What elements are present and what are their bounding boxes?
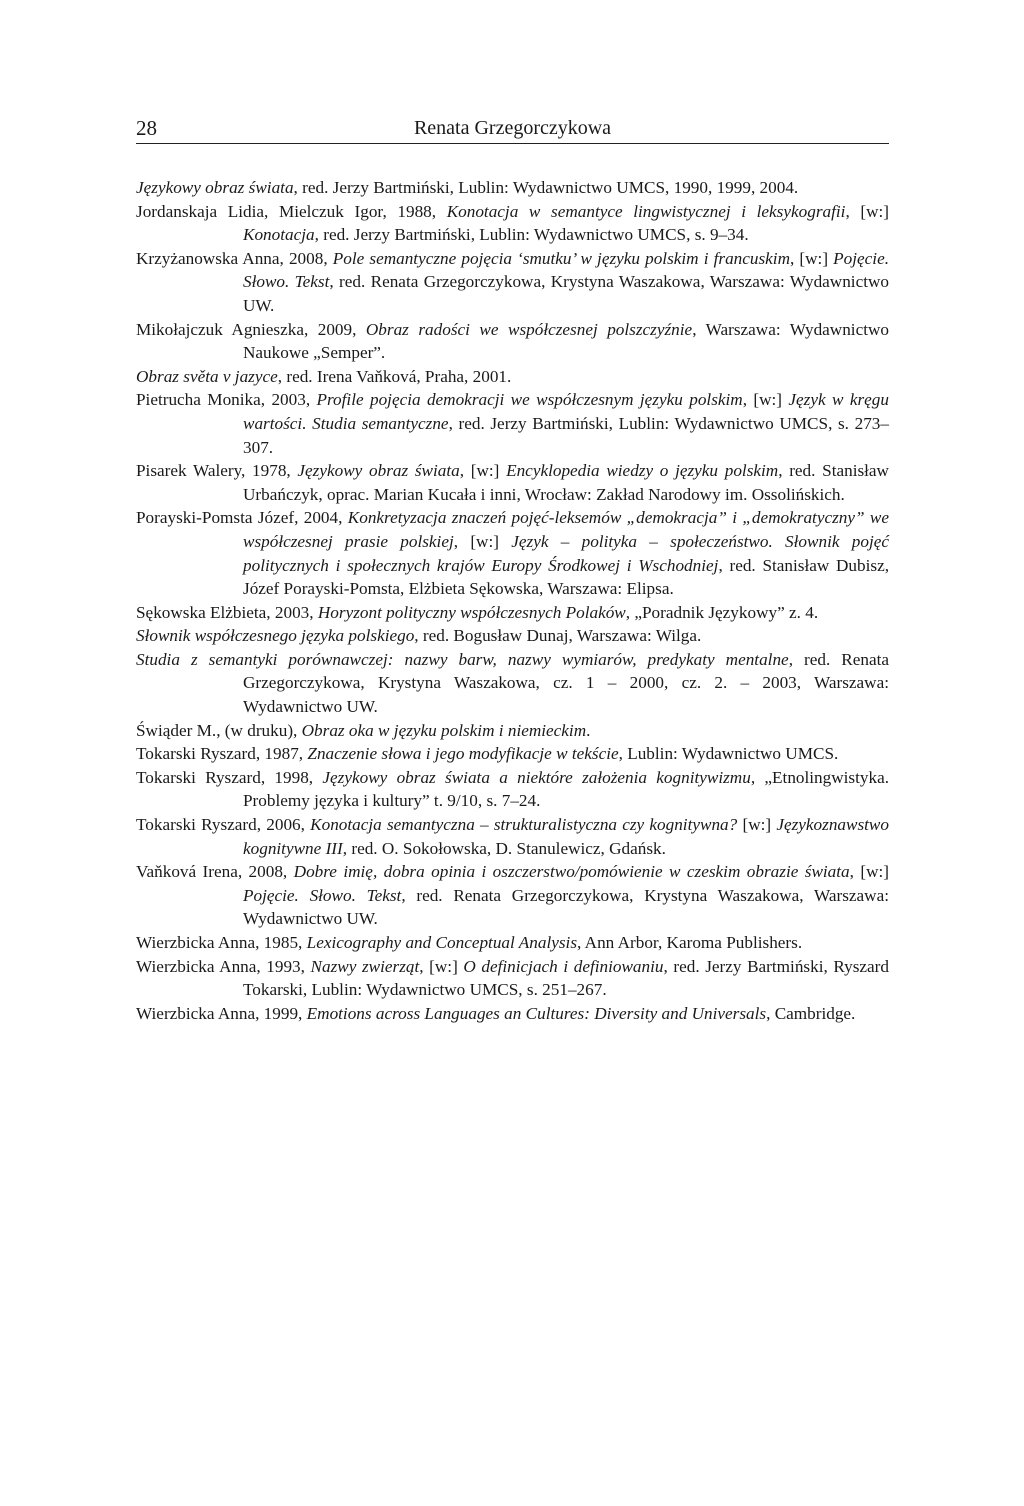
entry-title-italic: Język w kręgu wartości. Studia semantyczne xyxy=(243,390,889,433)
entry-text: Mikołajczuk Agnieszka, 2009, xyxy=(136,319,366,339)
bibliography-entry xyxy=(136,601,889,625)
entry-text: , „Poradnik Językowy” z. 4. xyxy=(625,602,819,622)
entry-text: , [w:] xyxy=(742,390,789,410)
entry-title-italic: Pojęcie. Słowo. Tekst xyxy=(243,248,889,292)
running-head: Renata Grzegorczykowa xyxy=(413,117,612,139)
entry-text: Sękowska Elżbieta, 2003, xyxy=(136,602,318,622)
entry-title-italic: Studia z semantyki porównawczej: nazwy barw, nazwy wymiarów, predykaty mentalne xyxy=(136,649,789,669)
entry-text: , red. Jerzy Bartmiński, Lublin: Wydawnictwo UMCS, s. 9–34. xyxy=(314,225,749,245)
entry-text: Wierzbicka Anna, 1993, xyxy=(136,956,311,976)
entry-text: Świąder M., (w druku), xyxy=(136,720,302,740)
entry-title-italic: Językoznawstwo kognitywne III xyxy=(243,815,889,858)
entry-text: Porayski-Pomsta Józef, 2004, xyxy=(136,508,348,528)
entry-title-italic: Obraz radości we współczesnej polszczyźnie xyxy=(365,319,693,339)
bibliography-entry xyxy=(136,365,889,389)
entry-text: , red. Stanisław Urbańczyk, oprac. Marian Kucała i inni, Wrocław: Zakład Narodowy im. Ossolińskich. xyxy=(243,461,889,504)
entry-text: , red. Renata Grzegorczykowa, Krystyna Waszakowa, Warszawa: Wydawnictwo UW. xyxy=(243,272,889,315)
entry-text: , [w:] xyxy=(419,956,464,976)
bibliography-entry xyxy=(136,648,889,719)
entry-title-italic: Emotions across Languages an Cultures: Diversity and Universals xyxy=(306,1003,767,1023)
entry-text: [w:] xyxy=(737,815,777,835)
entry-title-italic: Lexicography and Conceptual Analysis xyxy=(306,933,578,952)
entry-title-italic: Językowy obraz świata xyxy=(136,178,294,197)
entry-title-italic: Obraz světa v jazyce xyxy=(136,366,278,386)
entry-text: , red. Renata Grzegorczykowa, Krystyna Waszakowa, Warszawa: Wydawnictwo UW. xyxy=(243,885,889,929)
entry-text: , Warszawa: Wydawnictwo Naukowe „Semper”. xyxy=(243,319,889,363)
bibliography-entry xyxy=(136,955,889,1002)
entry-text: Wierzbicka Anna, 1985, xyxy=(136,933,307,952)
entry-text: Pietrucha Monika, 2003, xyxy=(136,390,317,410)
entry-text: Pisarek Walery, 1978, xyxy=(136,461,298,481)
entry-text: , red. Jerzy Bartmiński, Ryszard Tokarski, Lublin: Wydawnictwo UMCS, s. 251–267. xyxy=(243,956,889,1000)
entry-title-italic: Obraz oka w języku polskim i niemieckim xyxy=(301,720,587,740)
bibliography-entry xyxy=(136,176,889,200)
entry-title-italic: Konotacja w semantyce lingwistycznej i leksykografii xyxy=(446,201,846,221)
entry-text: Wierzbicka Anna, 1999, xyxy=(136,1003,307,1023)
bibliography-entry xyxy=(136,318,889,365)
entry-text: , red. Bogusław Dunaj, Warszawa: Wilga. xyxy=(414,626,702,646)
entry-text: , [w:] xyxy=(453,531,512,551)
bibliography-entry xyxy=(136,247,889,318)
bibliography-entry xyxy=(136,931,889,955)
bibliography-entry xyxy=(136,719,889,743)
entry-text: , [w:] xyxy=(849,862,890,882)
entry-title-italic: Horyzont polityczny współczesnych Polaków xyxy=(317,602,626,622)
entry-title-italic: Pojęcie. Słowo. Tekst xyxy=(243,885,402,905)
entry-title-italic: Konotacja semantyczna – strukturalistyczna czy kognitywna? xyxy=(310,815,738,835)
entry-text: , red. O. Sokołowska, D. Stanulewicz, Gdańsk. xyxy=(342,838,666,858)
entry-title-italic: Słownik współczesnego języka polskiego xyxy=(136,626,415,646)
bibliography-entry xyxy=(136,388,889,459)
entry-text: Tokarski Ryszard, 1987, xyxy=(136,744,308,764)
entry-text: Vaňková Irena, 2008, xyxy=(136,862,294,882)
entry-text: Jordanskaja Lidia, Mielczuk Igor, 1988, xyxy=(136,201,447,221)
bibliography-entry xyxy=(136,860,889,931)
entry-text: , Lublin: Wydawnictwo UMCS. xyxy=(618,744,839,764)
entry-title-italic: Encyklopedia wiedzy o języku polskim xyxy=(506,461,779,481)
bibliography-list xyxy=(136,176,889,1025)
bibliography-entry xyxy=(136,742,889,766)
bibliography-entry xyxy=(136,813,889,860)
entry-title-italic: O definicjach i definiowaniu xyxy=(463,956,664,976)
entry-text: . xyxy=(586,720,591,740)
page-header xyxy=(136,115,889,144)
entry-text: , [w:] xyxy=(459,461,507,481)
entry-text: Krzyżanowska Anna, 2008, xyxy=(136,248,333,268)
bibliography-entry xyxy=(136,1002,889,1026)
entry-text: , „Etnolingwistyka. Problemy języka i kultury” t. 9/10, s. 7–24. xyxy=(243,767,890,811)
entry-title-italic: Dobre imię, dobra opinia i oszczerstwo/pomówienie w czeskim obrazie świata xyxy=(293,862,850,882)
entry-text: , [w:] xyxy=(845,201,889,221)
entry-text: , red. Jerzy Bartmiński, Lublin: Wydawnictwo UMCS, s. 273–307. xyxy=(243,413,889,457)
entry-title-italic: Pole semantyczne pojęcia ‘smutku’ w języku polskim i francuskim xyxy=(332,248,790,268)
entry-title-italic: Językowy obraz świata xyxy=(297,461,460,481)
entry-text: , Ann Arbor, Karoma Publishers. xyxy=(577,933,803,952)
entry-text: , red. Irena Vaňková, Praha, 2001. xyxy=(277,366,512,386)
bibliography-entry xyxy=(136,624,889,648)
bibliography-entry xyxy=(136,200,889,247)
bibliography-entry xyxy=(136,506,889,600)
entry-title-italic: Konkretyzacja znaczeń pojęć-leksemów „demokracja” i „demokratyczny” we współczesnej prasie polskiej xyxy=(243,508,889,551)
entry-title-italic: Nazwy zwierząt xyxy=(310,956,420,976)
entry-text: , red. Jerzy Bartmiński, Lublin: Wydawnictwo UMCS, 1990, 1999, 2004. xyxy=(293,178,799,197)
entry-text: , red. Stanisław Dubisz, Józef Porayski-Pomsta, Elżbieta Sękowska, Warszawa: Elipsa. xyxy=(243,555,889,599)
bibliography-entry xyxy=(136,459,889,506)
entry-title-italic: Konotacja xyxy=(243,225,315,245)
entry-text: , [w:] xyxy=(789,248,834,268)
page-number: 28 xyxy=(136,116,157,140)
entry-text: Tokarski Ryszard, 2006, xyxy=(136,815,311,835)
entry-title-italic: Językowy obraz świata a niektóre założenia kognitywizmu xyxy=(322,767,751,787)
entry-title-italic: Znaczenie słowa i jego modyfikacje w tekście xyxy=(307,744,619,764)
entry-text: , Cambridge. xyxy=(766,1003,856,1023)
entry-title-italic: Język – polityka – społeczeństwo. Słownik pojęć politycznych i społecznych krajów Europy Środkowej i Wschodniej xyxy=(243,531,889,575)
entry-text: Tokarski Ryszard, 1998, xyxy=(136,767,323,787)
entry-text: , red. Renata Grzegorczykowa, Krystyna Waszakowa, cz. 1 – 2000, cz. 2. – 2003, Warszawa: Wydawnictwo UW. xyxy=(243,649,890,717)
bibliography-entry xyxy=(136,766,889,813)
entry-title-italic: Profile pojęcia demokracji we współczesnym języku polskim xyxy=(316,390,743,410)
